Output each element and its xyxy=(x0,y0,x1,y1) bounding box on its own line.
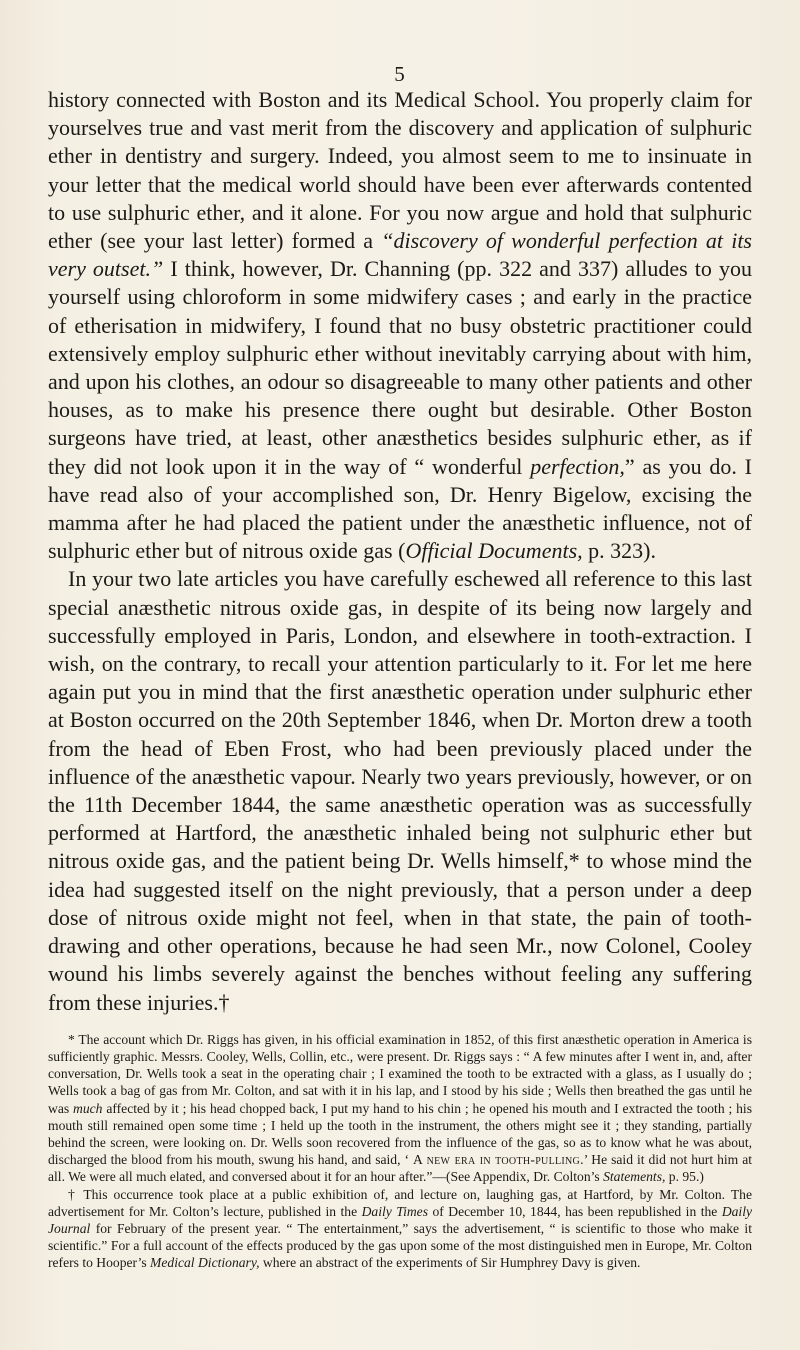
fn2-daily-journal-italic: Daily Journal xyxy=(48,1203,753,1236)
body-paragraph-1 xyxy=(48,86,752,565)
body-paragraph-2 xyxy=(48,565,752,1016)
para1-text-b: I think, however, Dr. Channing (pp. 322 and 337) alludes to you yourself using chloroform in some midwifery cases ; and early in the practice of etherisation in midwifery, I found that no busy obstetric practitioner could extensively employ sulphuric ether without inevitably carrying about with him, and upon his clothes, an odour so disagreeable to many other patients and other houses, as to make his presence there ought but desirable. Other Boston surgeons have tried, at least, other anæsthetics besides sulphuric ether, as if they did not look upon it in the way of “ wonderful xyxy=(48,256,752,479)
page-number: 5 xyxy=(394,62,406,86)
fn1-text-c: ’ He said it did not hurt him at all. We were all much elated, and conversed about it for an hour after.”—(See Appendix, Dr. Colton’s xyxy=(48,1152,752,1185)
fn1-text-a: * The account which Dr. Riggs has given, in his official examination in 1852, of this first anæsthetic operation in America is sufficiently graphic. Messrs. Cooley, Wells, Collin, etc., were present. Dr. Riggs says : “ A few minutes after I went in, and, after conversation, Dr. Wells took a seat in the operating chair ; I examined the tooth to be extracted with a glass, as I usually do ; Wells took a bag of gas from Mr. Colton, and sat with it in his lap, and I stood by his side ; Wells then breathed the gas until he was xyxy=(48,1031,752,1116)
fn1-text-d: p. 95.) xyxy=(665,1169,704,1185)
para1-perfection-italic: perfection, xyxy=(530,453,625,479)
para2-text: In your two late articles you have carefully eschewed all reference to this last special anæsthetic nitrous oxide gas, in despite of its being now largely and successfully employed in Paris, London, and elsewhere in tooth-extraction. I wish, on the contrary, to recall your attention particularly to it. For let me here again put you in mind that the first anæsthetic operation under sulphuric ether at Boston occurred on the 20th September 1846, when Dr. Morton drew a tooth from the head of Eben Frost, who had been previously placed under the influence of the anæsthetic vapour. Nearly two years previously, however, or on the 11th December 1844, the same anæsthetic operation was as successfully performed at Hartford, the anæsthetic inhaled being not sulphuric ether but nitrous oxide gas, and the patient being Dr. Wells himself,* to whose mind the idea had suggested itself on the night previously, that a person under a deep dose of nitrous oxide might not feel, when in that state, the pain of tooth-drawing and other operations, because he had seen Mr., now Colonel, Cooley wound his limbs severely against the benches without feeling any suffering from these injuries.† xyxy=(48,566,752,1015)
footnote-1 xyxy=(48,1031,752,1186)
fn2-text-d: where an abstract of the experiments of Sir Humphrey Davy is given. xyxy=(259,1255,641,1271)
fn2-daily-times-italic: Daily Times xyxy=(361,1203,428,1219)
para1-text-d: p. 323). xyxy=(582,538,656,564)
para1-official-documents-italic: Official Documents, xyxy=(405,538,583,564)
footnotes xyxy=(48,1031,752,1272)
para1-text-a: history connected with Boston and its Medical School. You properly claim for yourselves true and vast merit from the discovery and application of sulphuric ether in dentistry and surgery. Indeed, you almost seem to me to insinuate in your letter that the medical world should have been ever afterwards contented to use sulphuric ether, and it alone. For you now argue and hold that sulphuric ether (see your last letter) formed a xyxy=(48,87,752,254)
fn2-medical-dictionary-italic: Medical Dictionary, xyxy=(150,1255,260,1271)
para1-text-c: ” as you do. I have read also of your accomplished son, Dr. Henry Bigelow, excising the mamma after he had placed the patient under the anæsthetic influence, not of sulphuric ether but of nitrous oxide gas ( xyxy=(48,453,753,564)
para1-quote-italic: “discovery of wonderful perfection at its very outset.” xyxy=(48,228,752,282)
fn2-text-b: of December 10, 1844, has been republished in the xyxy=(428,1203,722,1219)
fn2-text-c: for February of the present year. “ The entertainment,” says the advertisement, “ is scientific to those who make it scientific.” For a full account of the effects produced by the gas upon some of the most distinguished men in Europe, Mr. Colton refers to Hooper’s xyxy=(48,1220,752,1271)
footnote-2 xyxy=(48,1186,752,1272)
fn1-text-b: affected by it ; his head chopped back, I put my hand to his chin ; he opened his mouth and I extracted the tooth ; his mouth still remained open some time ; I held up the tooth in the instrument, the others might see it ; they standing, partially behind the screen, were looking on. Dr. Wells soon recovered from the influence of the gas, so as to know what he was about, discharged the blood from his mouth, swung his hand, and said, ‘ xyxy=(48,1100,752,1168)
fn2-text-a: † This occurrence took place at a public exhibition of, and lecture on, laughing gas, at Hartford, by Mr. Colton. The advertisement for Mr. Colton’s lecture, published in the xyxy=(48,1186,752,1219)
fn1-new-era-smallcaps: A new era in tooth-pulling. xyxy=(412,1152,584,1168)
page-text xyxy=(48,86,752,1272)
fn1-much-italic: much xyxy=(73,1100,103,1116)
fn1-statements-italic: Statements, xyxy=(603,1169,666,1185)
